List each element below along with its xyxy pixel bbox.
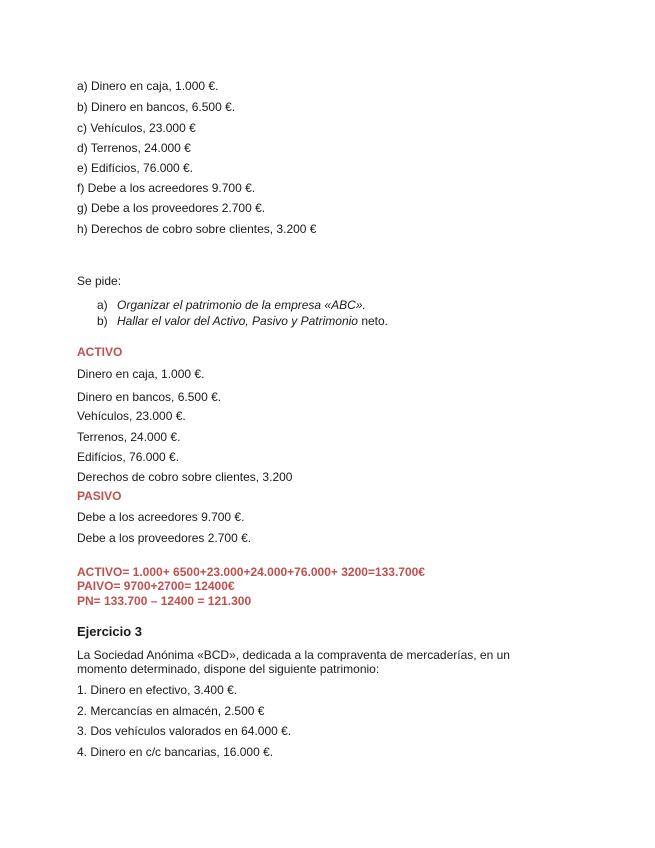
exercise-intro: La Sociedad Anónima «BCD», dedicada a la compraventa de mercaderías, en un momento determinado, dispone del siguiente patrimonio: [77,648,510,676]
intro-item: h) Derechos de cobro sobre clientes, 3.200 € [77,222,317,236]
intro-item: c) Vehículos, 23.000 € [77,121,196,135]
patrimonio-neto-total: PN= 133.700 – 12400 = 121.300 [77,594,252,608]
intro-item: g) Debe a los proveedores 2.700 €. [77,201,266,215]
pasivo-item: Debe a los acreedores 9.700 €. [77,510,245,524]
activo-item: Edifícios, 76.000 €. [77,450,180,464]
task-marker: a) [97,298,108,312]
intro-item: e) Edifícios, 76.000 €. [77,161,194,175]
task-suffix: neto. [357,314,389,328]
activo-total: ACTIVO= 1.000+ 6500+23.000+24.000+76.000+ 3200=133.700€ [77,565,425,579]
se-pide-label: Se pide: [77,274,122,288]
pasivo-heading: PASIVO [77,489,122,503]
task-item [97,298,366,312]
exercise-item: 2. Mercancías en almacén, 2.500 € [77,704,265,718]
activo-item: Terrenos, 24.000 €. [77,430,181,444]
task-text: Hallar el valor del Activo, Pasivo y Patrimonio [117,314,358,328]
activo-heading: ACTIVO [77,345,123,359]
task-text: Organizar el patrimonio de la empresa «ABC». [117,298,366,312]
task-item [97,314,388,328]
activo-item: Dinero en bancos, 6.500 €. [77,390,222,404]
exercise-item: 4. Dinero en c/c bancarias, 16.000 €. [77,745,274,759]
activo-item: Derechos de cobro sobre clientes, 3.200 [77,470,293,484]
exercise-item: 3. Dos vehículos valorados en 64.000 €. [77,724,292,738]
exercise-title: Ejercicio 3 [77,624,143,639]
intro-item: a) Dinero en caja, 1.000 €. [77,79,219,93]
pasivo-item: Debe a los proveedores 2.700 €. [77,531,252,545]
activo-item: Vehículos, 23.000 €. [77,409,186,423]
intro-item: f) Debe a los acreedores 9.700 €. [77,181,256,195]
exercise-item: 1. Dinero en efectivo, 3.400 €. [77,683,238,697]
intro-item: b) Dinero en bancos, 6.500 €. [77,100,236,114]
intro-item: d) Terrenos, 24.000 € [77,141,191,155]
activo-item: Dinero en caja, 1.000 €. [77,367,205,381]
task-marker: b) [97,314,108,328]
pasivo-total: PAIVO= 9700+2700= 12400€ [77,579,235,593]
